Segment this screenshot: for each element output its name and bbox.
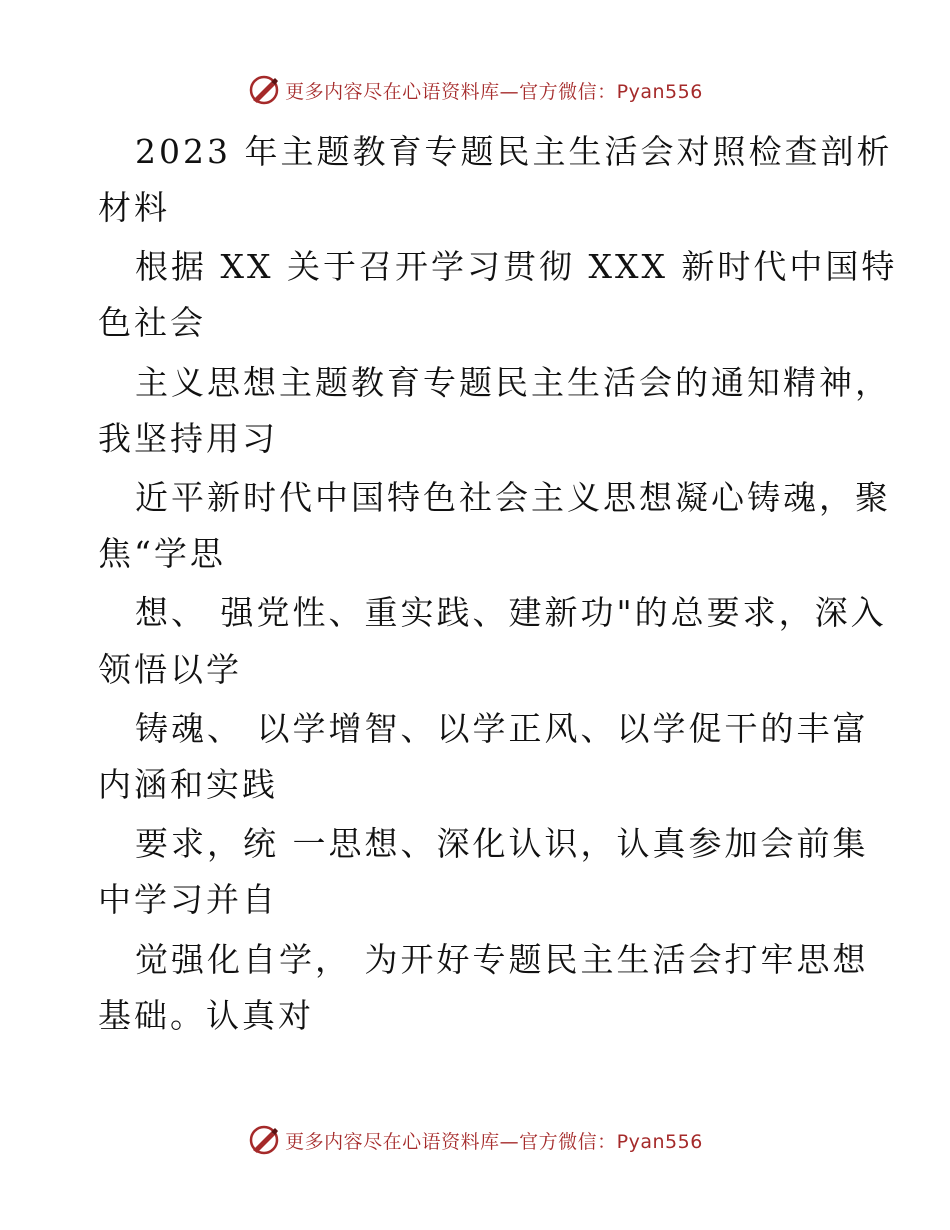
footer-dash: —: [499, 1130, 520, 1153]
paragraph-line: 觉强化自学， 为开好专题民主生活会打牢思想: [135, 940, 869, 979]
document-title-line-1: 2023 年主题教育专题民主生活会对照检查剖析: [135, 132, 893, 171]
pen-circle-logo-icon: [247, 1123, 281, 1157]
footer-wechat-text: 官方微信：Pyan556: [519, 1130, 703, 1153]
paragraph-line: 铸魂、 以学增智、以学正风、以学促干的丰富: [135, 709, 869, 748]
pen-circle-logo-icon: [247, 73, 281, 107]
paragraph-line: 领悟以学: [98, 650, 242, 689]
paragraph-line: 近平新时代中国特色社会主义思想凝心铸魂，聚: [135, 478, 891, 517]
paragraph-line: 我坚持用习: [98, 419, 278, 458]
paragraph-line: 想、 强党性、重实践、建新功"的总要求，深入: [135, 593, 887, 632]
paragraph-line: 色社会: [98, 303, 206, 342]
header-wechat-text: 官方微信：Pyan556: [519, 80, 703, 103]
paragraph-line: 根据 XX 关于召开学习贯彻 XXX 新时代中国特: [135, 247, 898, 286]
footer-banner-text: [285, 1127, 703, 1154]
header-dash: —: [499, 80, 520, 103]
paragraph-line: 基础。认真对: [98, 996, 314, 1035]
paragraph-line: 主义思想主题教育专题民主生活会的通知精神，: [135, 363, 891, 402]
footer-site-text: 更多内容尽在心语资料库: [285, 1130, 500, 1153]
paragraph-line: 中学习并自: [98, 880, 278, 919]
header-site-text: 更多内容尽在心语资料库: [285, 80, 500, 103]
document-title-line-2: 材料: [98, 188, 170, 227]
paragraph-line: 内涵和实践: [98, 765, 278, 804]
header-banner: [0, 70, 950, 110]
paragraph-line: 要求，统 一思想、深化认识，认真参加会前集: [135, 824, 869, 863]
footer-banner: [0, 1120, 950, 1160]
paragraph-line: 焦“学思: [98, 534, 226, 573]
header-banner-text: [285, 77, 703, 104]
